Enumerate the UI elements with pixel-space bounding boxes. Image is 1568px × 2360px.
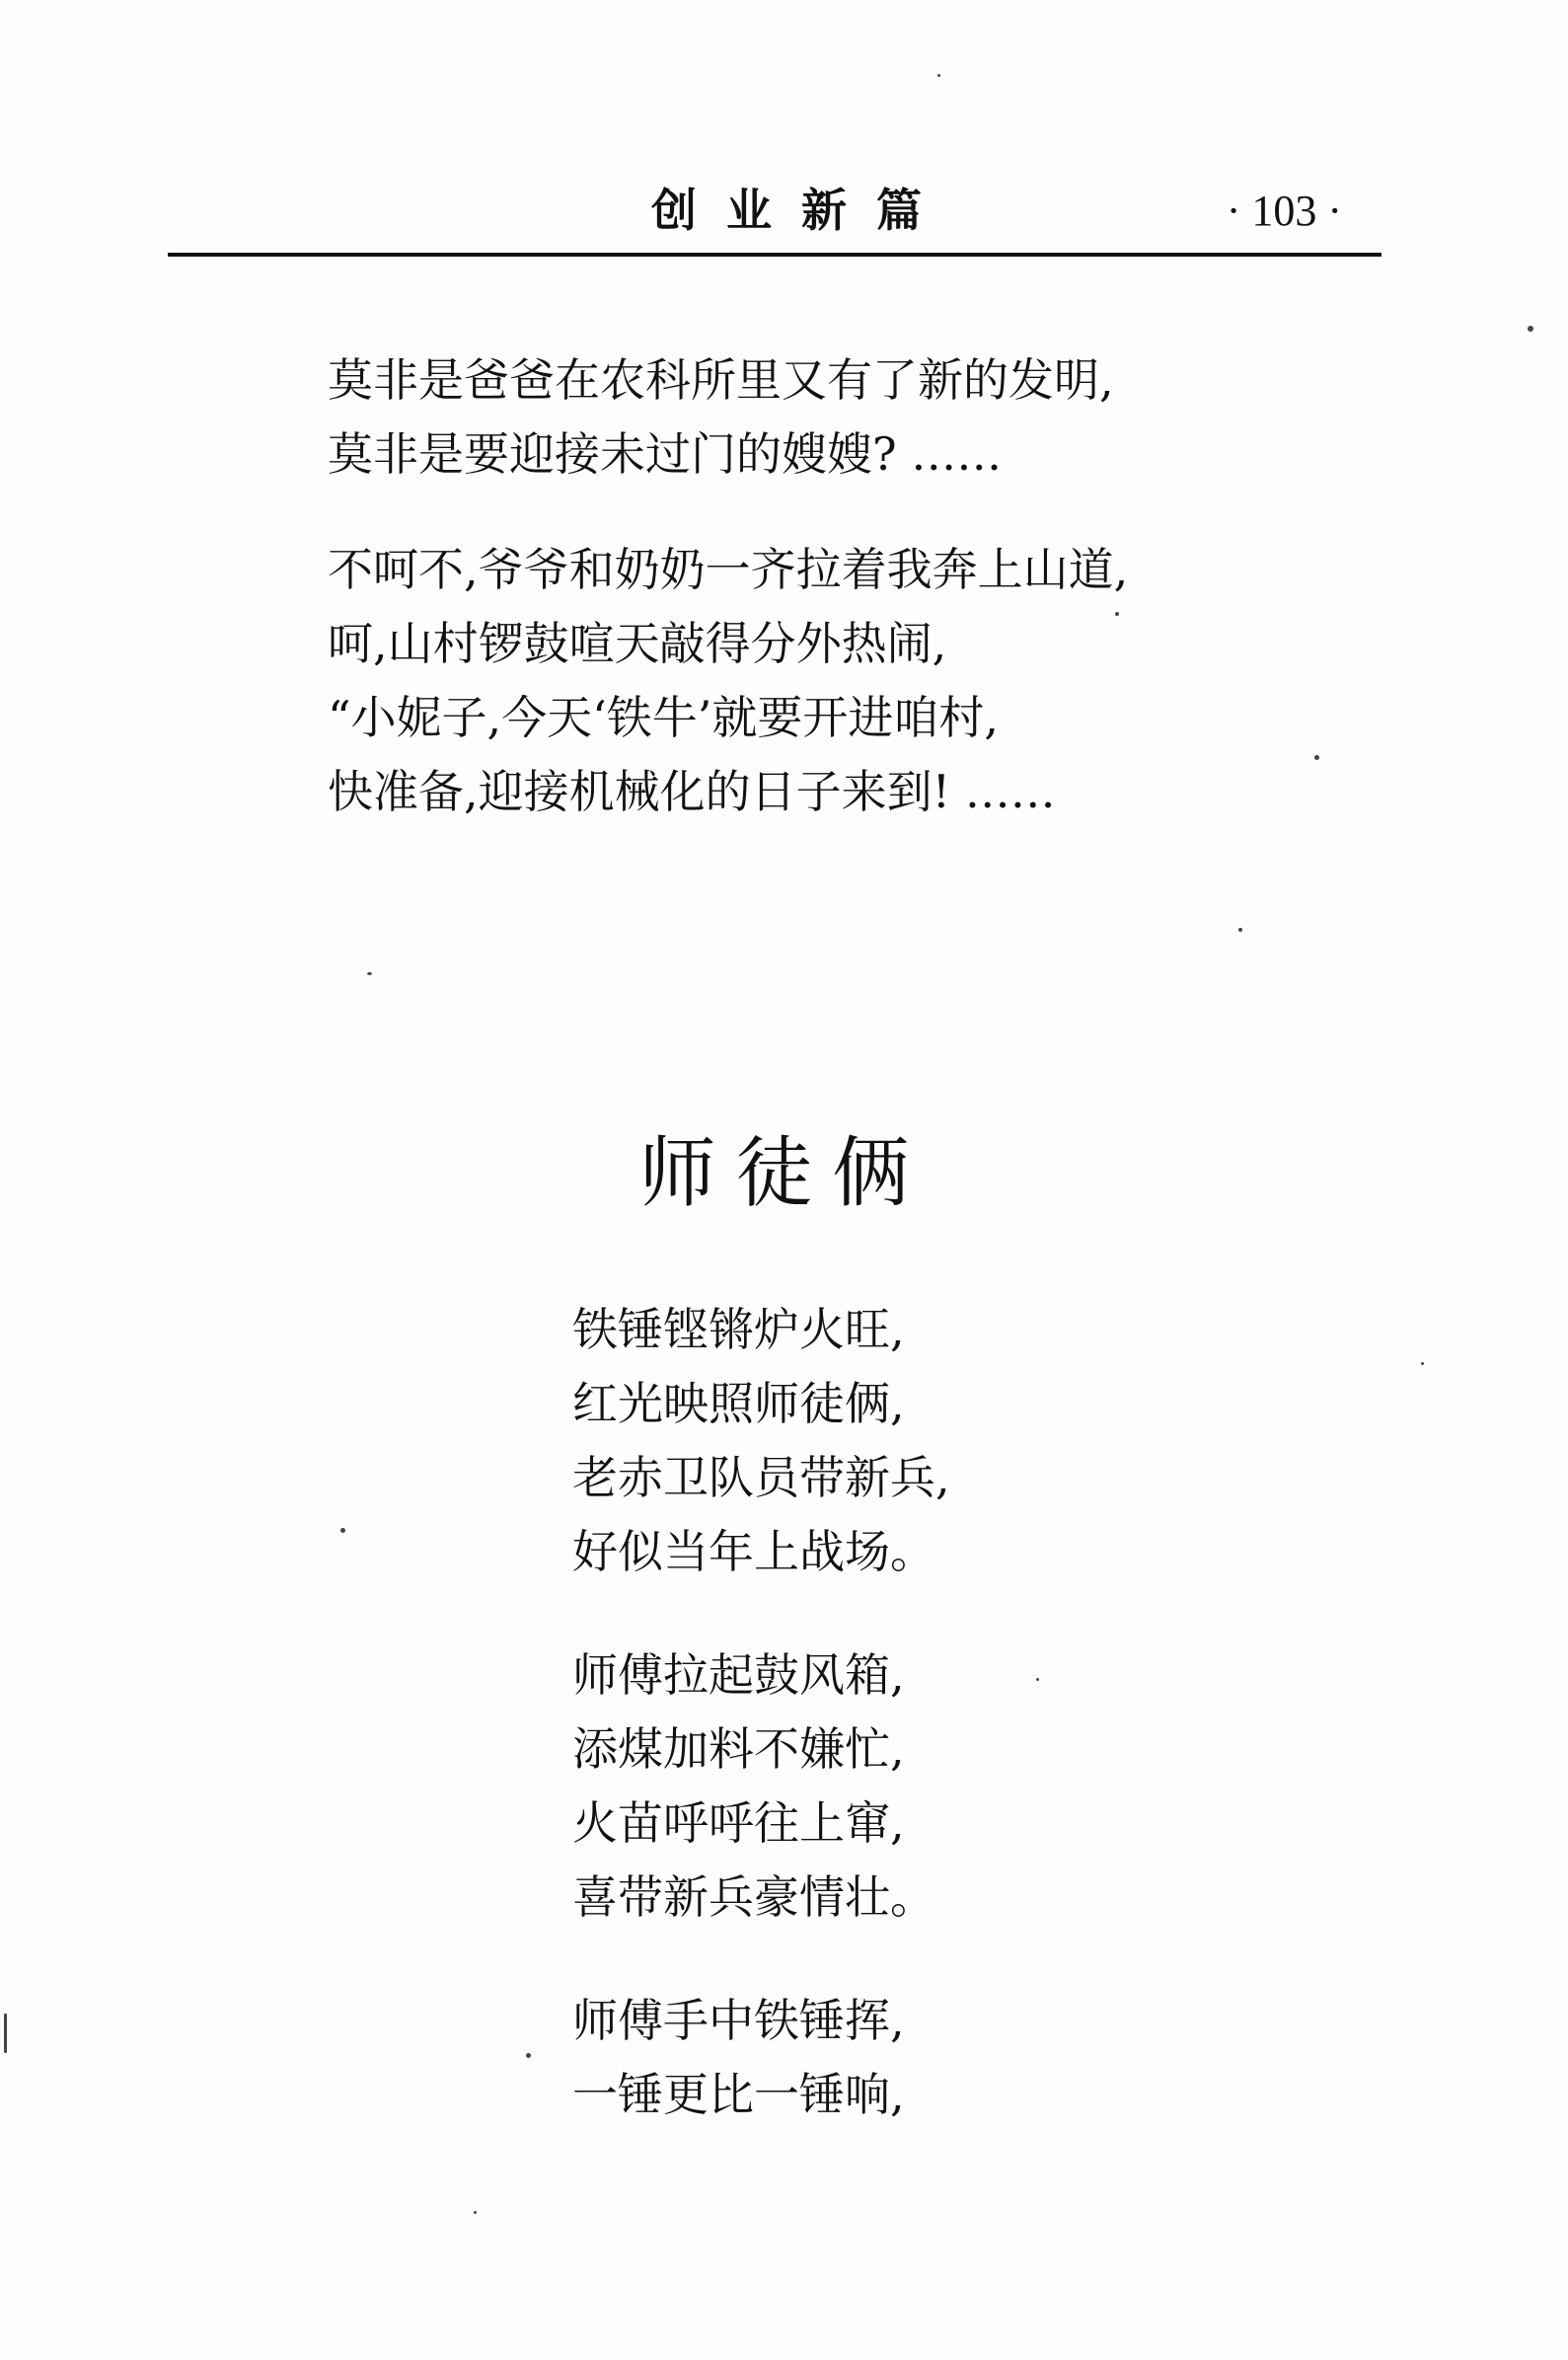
scan-speck xyxy=(1314,755,1319,760)
verse-line: 莫非是要迎接未过门的嫂嫂? …… xyxy=(328,427,1003,481)
poem-title: 师徒俩 xyxy=(638,1129,930,1218)
scan-speck xyxy=(1238,928,1242,932)
page-number: · 103 · xyxy=(1226,187,1342,235)
scan-speck xyxy=(4,2014,7,2053)
verse-line: 师傅手中铁锤挥, xyxy=(572,1994,905,2047)
scan-speck xyxy=(1115,612,1119,616)
scan-speck xyxy=(1528,326,1533,332)
poem-stanza-3 xyxy=(572,1984,905,2132)
running-header xyxy=(168,178,1381,257)
scan-speck xyxy=(367,972,372,975)
verse-line: “小妮子,今天‘铁牛’就要开进咱村, xyxy=(328,691,1000,744)
stanza-top-2 xyxy=(328,533,1128,829)
running-title: 创业新篇 xyxy=(651,184,951,237)
scan-speck xyxy=(1036,1678,1039,1681)
header-rule xyxy=(168,253,1381,257)
scan-speck xyxy=(340,1528,345,1533)
verse-line: 好似当年上战场。 xyxy=(572,1525,935,1578)
verse-line: 红光映照师徒俩, xyxy=(572,1377,905,1430)
scan-speck xyxy=(474,2211,477,2214)
verse-line: 火苗呼呼往上窜, xyxy=(572,1796,905,1850)
verse-line: 一锤更比一锤响, xyxy=(572,2068,905,2121)
verse-line: 添煤加料不嫌忙, xyxy=(572,1722,905,1776)
scan-speck xyxy=(1421,1362,1424,1365)
verse-line: 快准备,迎接机械化的日子来到! …… xyxy=(328,765,1056,818)
poem-stanza-1 xyxy=(572,1293,950,1589)
verse-line: 呵,山村锣鼓喧天敲得分外热闹, xyxy=(328,617,947,670)
verse-line: 莫非是爸爸在农科所里又有了新的发明, xyxy=(328,353,1114,407)
verse-line: 不呵不,爷爷和奶奶一齐拉着我奔上山道, xyxy=(328,543,1129,596)
scan-speck xyxy=(526,2053,531,2058)
scan-speck xyxy=(937,74,940,77)
stanza-top-1 xyxy=(328,343,1114,492)
verse-line: 老赤卫队员带新兵, xyxy=(572,1451,950,1504)
verse-line: 师傅拉起鼓风箱, xyxy=(572,1648,905,1702)
verse-line: 喜带新兵豪情壮。 xyxy=(572,1870,935,1924)
poem-stanza-2 xyxy=(572,1638,935,1935)
verse-line: 铁锤铿锵炉火旺, xyxy=(572,1303,905,1356)
